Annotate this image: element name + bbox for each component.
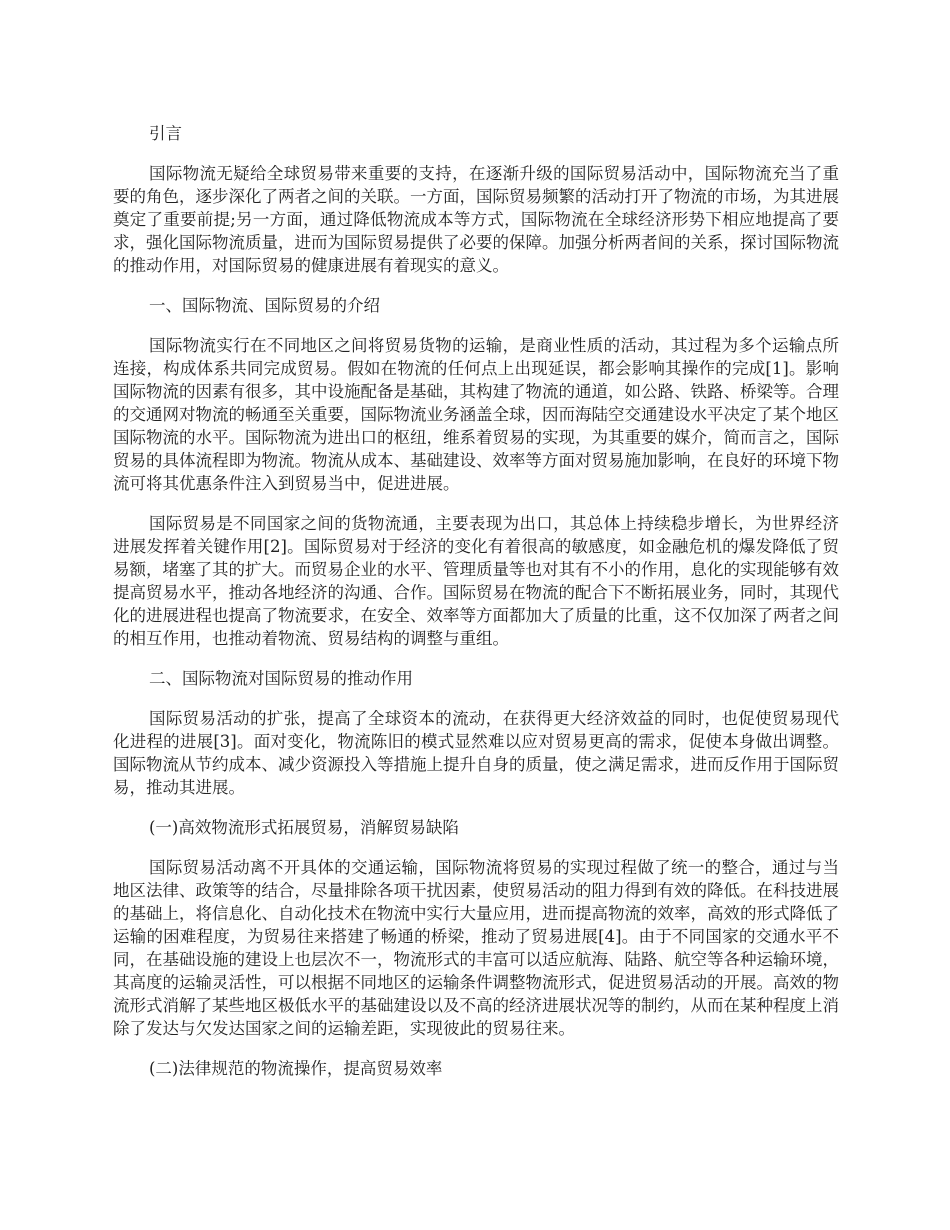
paragraph-intro: 国际物流无疑给全球贸易带来重要的支持，在逐渐升级的国际贸易活动中，国际物流充当了重要的角色，逐步深化了两者之间的关联。一方面，国际贸易频繁的活动打开了物流的市场，为其进展奠定了重要前提;另一方面，通过降低物流成本等方式，国际物流在全球经济形势下相应地提高了要求，强化国际物流质量，进而为国际贸易提供了必要的保障。加强分析两者间的关系，探讨国际物流的推动作用，对国际贸易的健康进展有着现实的意义。 xyxy=(113,164,839,275)
heading-subsection-2: (二)法律规范的物流操作，提高贸易效率 xyxy=(149,1059,443,1078)
paragraph-section-1-b: 国际贸易是不同国家之间的货物流通，主要表现为出口，其总体上持续稳步增长，为世界经济进展发挥着关键作用[2]。国际贸易对于经济的变化有着很高的敏感度，如金融危机的爆发降低了贸易额，堵塞了其的扩大。而贸易企业的水平、管理质量等也对其有不小的作用，息化的实现能够有效提高贸易水平，推动各地经济的沟通、合作。国际贸易在物流的配合下不断拓展业务，同时，其现代化的进展进程也提高了物流要求，在安全、效率等方面都加大了质量的比重，这不仅加深了两者之间的相互作用，也推动着物流、贸易结构的调整与重组。 xyxy=(113,514,839,648)
paragraph-section-1-a: 国际物流实行在不同地区之间将贸易货物的运输，是商业性质的活动，其过程为多个运输点所连接，构成体系共同完成贸易。假如在物流的任何点上出现延误，都会影响其操作的完成[1]。影响国际物流的因素有很多，其中设施配备是基础，其构建了物流的通道，如公路、铁路、桥梁等。合理的交通网对物流的畅通至关重要，国际物流业务涵盖全球，因而海陆空交通建设水平决定了某个地区国际物流的水平。国际物流为进出口的枢纽，维系着贸易的实现，为其重要的媒介，简而言之，国际贸易的具体流程即为物流。物流从成本、基础建设、效率等方面对贸易施加影响，在良好的环境下物流可将其优惠条件注入到贸易当中，促进进展。 xyxy=(113,336,839,493)
heading-intro: 引言 xyxy=(149,124,182,143)
heading-section-2: 二、国际物流对国际贸易的推动作用 xyxy=(149,669,413,688)
heading-section-1: 一、国际物流、国际贸易的介绍 xyxy=(149,296,380,315)
heading-subsection-1: (一)高效物流形式拓展贸易，消解贸易缺陷 xyxy=(149,818,459,837)
document-body xyxy=(113,122,839,1097)
paragraph-subsection-1: 国际贸易活动离不开具体的交通运输，国际物流将贸易的实现过程做了统一的整合，通过与当地区法律、政策等的结合，尽量排除各项干扰因素，使贸易活动的阻力得到有效的降低。在科技进展的基础上，将信息化、自动化技术在物流中实行大量应用，进而提高物流的效率，高效的形式降低了运输的困难程度，为贸易往来搭建了畅通的桥梁，推动了贸易进展[4]。由于不同国家的交通水平不同，在基础设施的建设上也层次不一，物流形式的丰富可以适应航海、陆路、航空等各种运输环境，其高度的运输灵活性，可以根据不同地区的运输条件调整物流形式，促进贸易活动的开展。高效的物流形式消解了某些地区极低水平的基础建设以及不高的经济进展状况等的制约，从而在某种程度上消除了发达与欠发达国家之间的运输差距，实现彼此的贸易往来。 xyxy=(113,858,839,1038)
paragraph-section-2-a: 国际贸易活动的扩张，提高了全球资本的流动，在获得更大经济效益的同时，也促使贸易现代化进程的进展[3]。面对变化，物流陈旧的模式显然难以应对贸易更高的需求，促使本身做出调整。国际物流从节约成本、减少资源投入等措施上提升自身的质量，使之满足需求，进而反作用于国际贸易，推动其进展。 xyxy=(113,709,839,797)
